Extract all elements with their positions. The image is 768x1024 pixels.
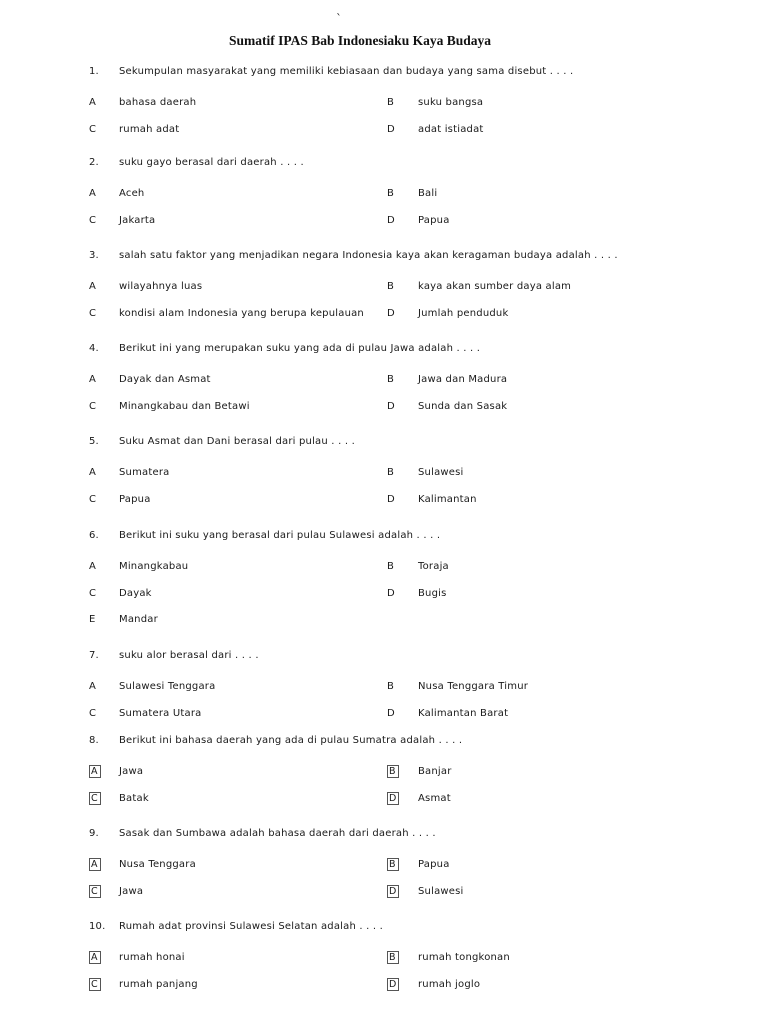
option-letter: B <box>387 467 395 478</box>
option-letter: B <box>387 188 395 199</box>
option-text: rumah panjang <box>119 979 198 990</box>
question-text: salah satu faktor yang menjadikan negara Indonesia kaya akan keragaman budaya adalah . . . . <box>119 250 618 261</box>
option-letter: B <box>387 858 399 871</box>
option-letter: C <box>89 588 97 599</box>
option-text: rumah tongkonan <box>418 952 510 963</box>
question-text: Rumah adat provinsi Sulawesi Selatan adalah . . . . <box>119 921 384 932</box>
option-letter: C <box>89 124 97 135</box>
option-letter: C <box>89 215 97 226</box>
option-text: Toraja <box>418 561 449 572</box>
option-text: Sulawesi Tenggara <box>119 681 216 692</box>
question-text: suku alor berasal dari . . . . <box>119 650 259 661</box>
option-text: Minangkabau <box>119 561 189 572</box>
question-text: suku gayo berasal dari daerah . . . . <box>119 157 304 168</box>
option-text: Sumatera <box>119 467 170 478</box>
stray-mark: ` <box>336 12 342 26</box>
option-text: Jumlah penduduk <box>418 308 509 319</box>
option-text: Nusa Tenggara Timur <box>418 681 529 692</box>
option-letter: B <box>387 681 395 692</box>
option-text: Mandar <box>119 614 158 625</box>
option-text: kondisi alam Indonesia yang berupa kepulauan <box>119 308 364 319</box>
option-letter: A <box>89 858 101 871</box>
question-text: Sekumpulan masyarakat yang memiliki kebiasaan dan budaya yang sama disebut . . . . <box>119 66 574 77</box>
option-text: Kalimantan Barat <box>418 708 509 719</box>
option-letter: A <box>89 374 97 385</box>
question-number: 10. <box>89 921 106 932</box>
option-text: Jawa <box>119 886 144 897</box>
option-letter: C <box>89 401 97 412</box>
question-number: 5. <box>89 436 99 447</box>
page-title: Sumatif IPAS Bab Indonesiaku Kaya Budaya <box>229 33 491 48</box>
option-text: kaya akan sumber daya alam <box>418 281 572 292</box>
option-text: Asmat <box>418 793 451 804</box>
option-letter: E <box>89 614 96 625</box>
question-number: 8. <box>89 735 99 746</box>
option-letter: C <box>89 308 97 319</box>
option-letter: D <box>387 308 395 319</box>
option-text: Sunda dan Sasak <box>418 401 508 412</box>
option-letter: C <box>89 708 97 719</box>
option-text: Aceh <box>119 188 145 199</box>
question-number: 6. <box>89 530 99 541</box>
option-letter: B <box>387 765 399 778</box>
question-text: Sasak dan Sumbawa adalah bahasa daerah dari daerah . . . . <box>119 828 436 839</box>
option-letter: B <box>387 374 395 385</box>
option-letter: D <box>387 401 395 412</box>
option-text: Batak <box>119 793 149 804</box>
option-text: rumah honai <box>119 952 185 963</box>
option-text: rumah joglo <box>418 979 481 990</box>
option-text: Jakarta <box>119 215 156 226</box>
question-number: 2. <box>89 157 99 168</box>
option-text: Sulawesi <box>418 467 464 478</box>
question-text: Berikut ini yang merupakan suku yang ada di pulau Jawa adalah . . . . <box>119 343 481 354</box>
question-number: 4. <box>89 343 99 354</box>
option-letter: A <box>89 681 97 692</box>
option-text: Sulawesi <box>418 886 464 897</box>
option-text: Jawa dan Madura <box>418 374 508 385</box>
option-letter: D <box>387 494 395 505</box>
question-number: 9. <box>89 828 99 839</box>
option-text: rumah adat <box>119 124 180 135</box>
option-letter: B <box>387 281 395 292</box>
question-number: 3. <box>89 250 99 261</box>
option-letter: A <box>89 97 97 108</box>
option-letter: D <box>387 885 399 898</box>
option-text: Kalimantan <box>418 494 477 505</box>
option-letter: D <box>387 792 399 805</box>
option-letter: C <box>89 792 101 805</box>
option-letter: D <box>387 978 399 991</box>
option-text: Dayak dan Asmat <box>119 374 211 385</box>
option-letter: A <box>89 467 97 478</box>
option-letter: B <box>387 951 399 964</box>
option-text: adat istiadat <box>418 124 484 135</box>
option-text: suku bangsa <box>418 97 484 108</box>
option-letter: D <box>387 708 395 719</box>
option-text: Nusa Tenggara <box>119 859 196 870</box>
option-letter: A <box>89 951 101 964</box>
option-text: Dayak <box>119 588 152 599</box>
option-text: Bali <box>418 188 438 199</box>
option-letter: B <box>387 97 395 108</box>
question-number: 7. <box>89 650 99 661</box>
option-letter: C <box>89 885 101 898</box>
option-letter: C <box>89 494 97 505</box>
option-letter: A <box>89 188 97 199</box>
option-text: wilayahnya luas <box>119 281 203 292</box>
question-text: Suku Asmat dan Dani berasal dari pulau . . . . <box>119 436 355 447</box>
option-letter: D <box>387 124 395 135</box>
option-text: Sumatera Utara <box>119 708 202 719</box>
question-text: Berikut ini suku yang berasal dari pulau Sulawesi adalah . . . . <box>119 530 441 541</box>
option-letter: C <box>89 978 101 991</box>
option-text: bahasa daerah <box>119 97 197 108</box>
option-text: Papua <box>418 215 450 226</box>
option-text: Bugis <box>418 588 447 599</box>
option-letter: D <box>387 588 395 599</box>
option-letter: A <box>89 561 97 572</box>
question-number: 1. <box>89 66 99 77</box>
question-text: Berikut ini bahasa daerah yang ada di pulau Sumatra adalah . . . . <box>119 735 463 746</box>
option-text: Minangkabau dan Betawi <box>119 401 250 412</box>
option-letter: B <box>387 561 395 572</box>
option-text: Papua <box>119 494 151 505</box>
option-text: Papua <box>418 859 450 870</box>
option-letter: D <box>387 215 395 226</box>
option-letter: A <box>89 281 97 292</box>
option-letter: A <box>89 765 101 778</box>
option-text: Jawa <box>119 766 144 777</box>
option-text: Banjar <box>418 766 452 777</box>
